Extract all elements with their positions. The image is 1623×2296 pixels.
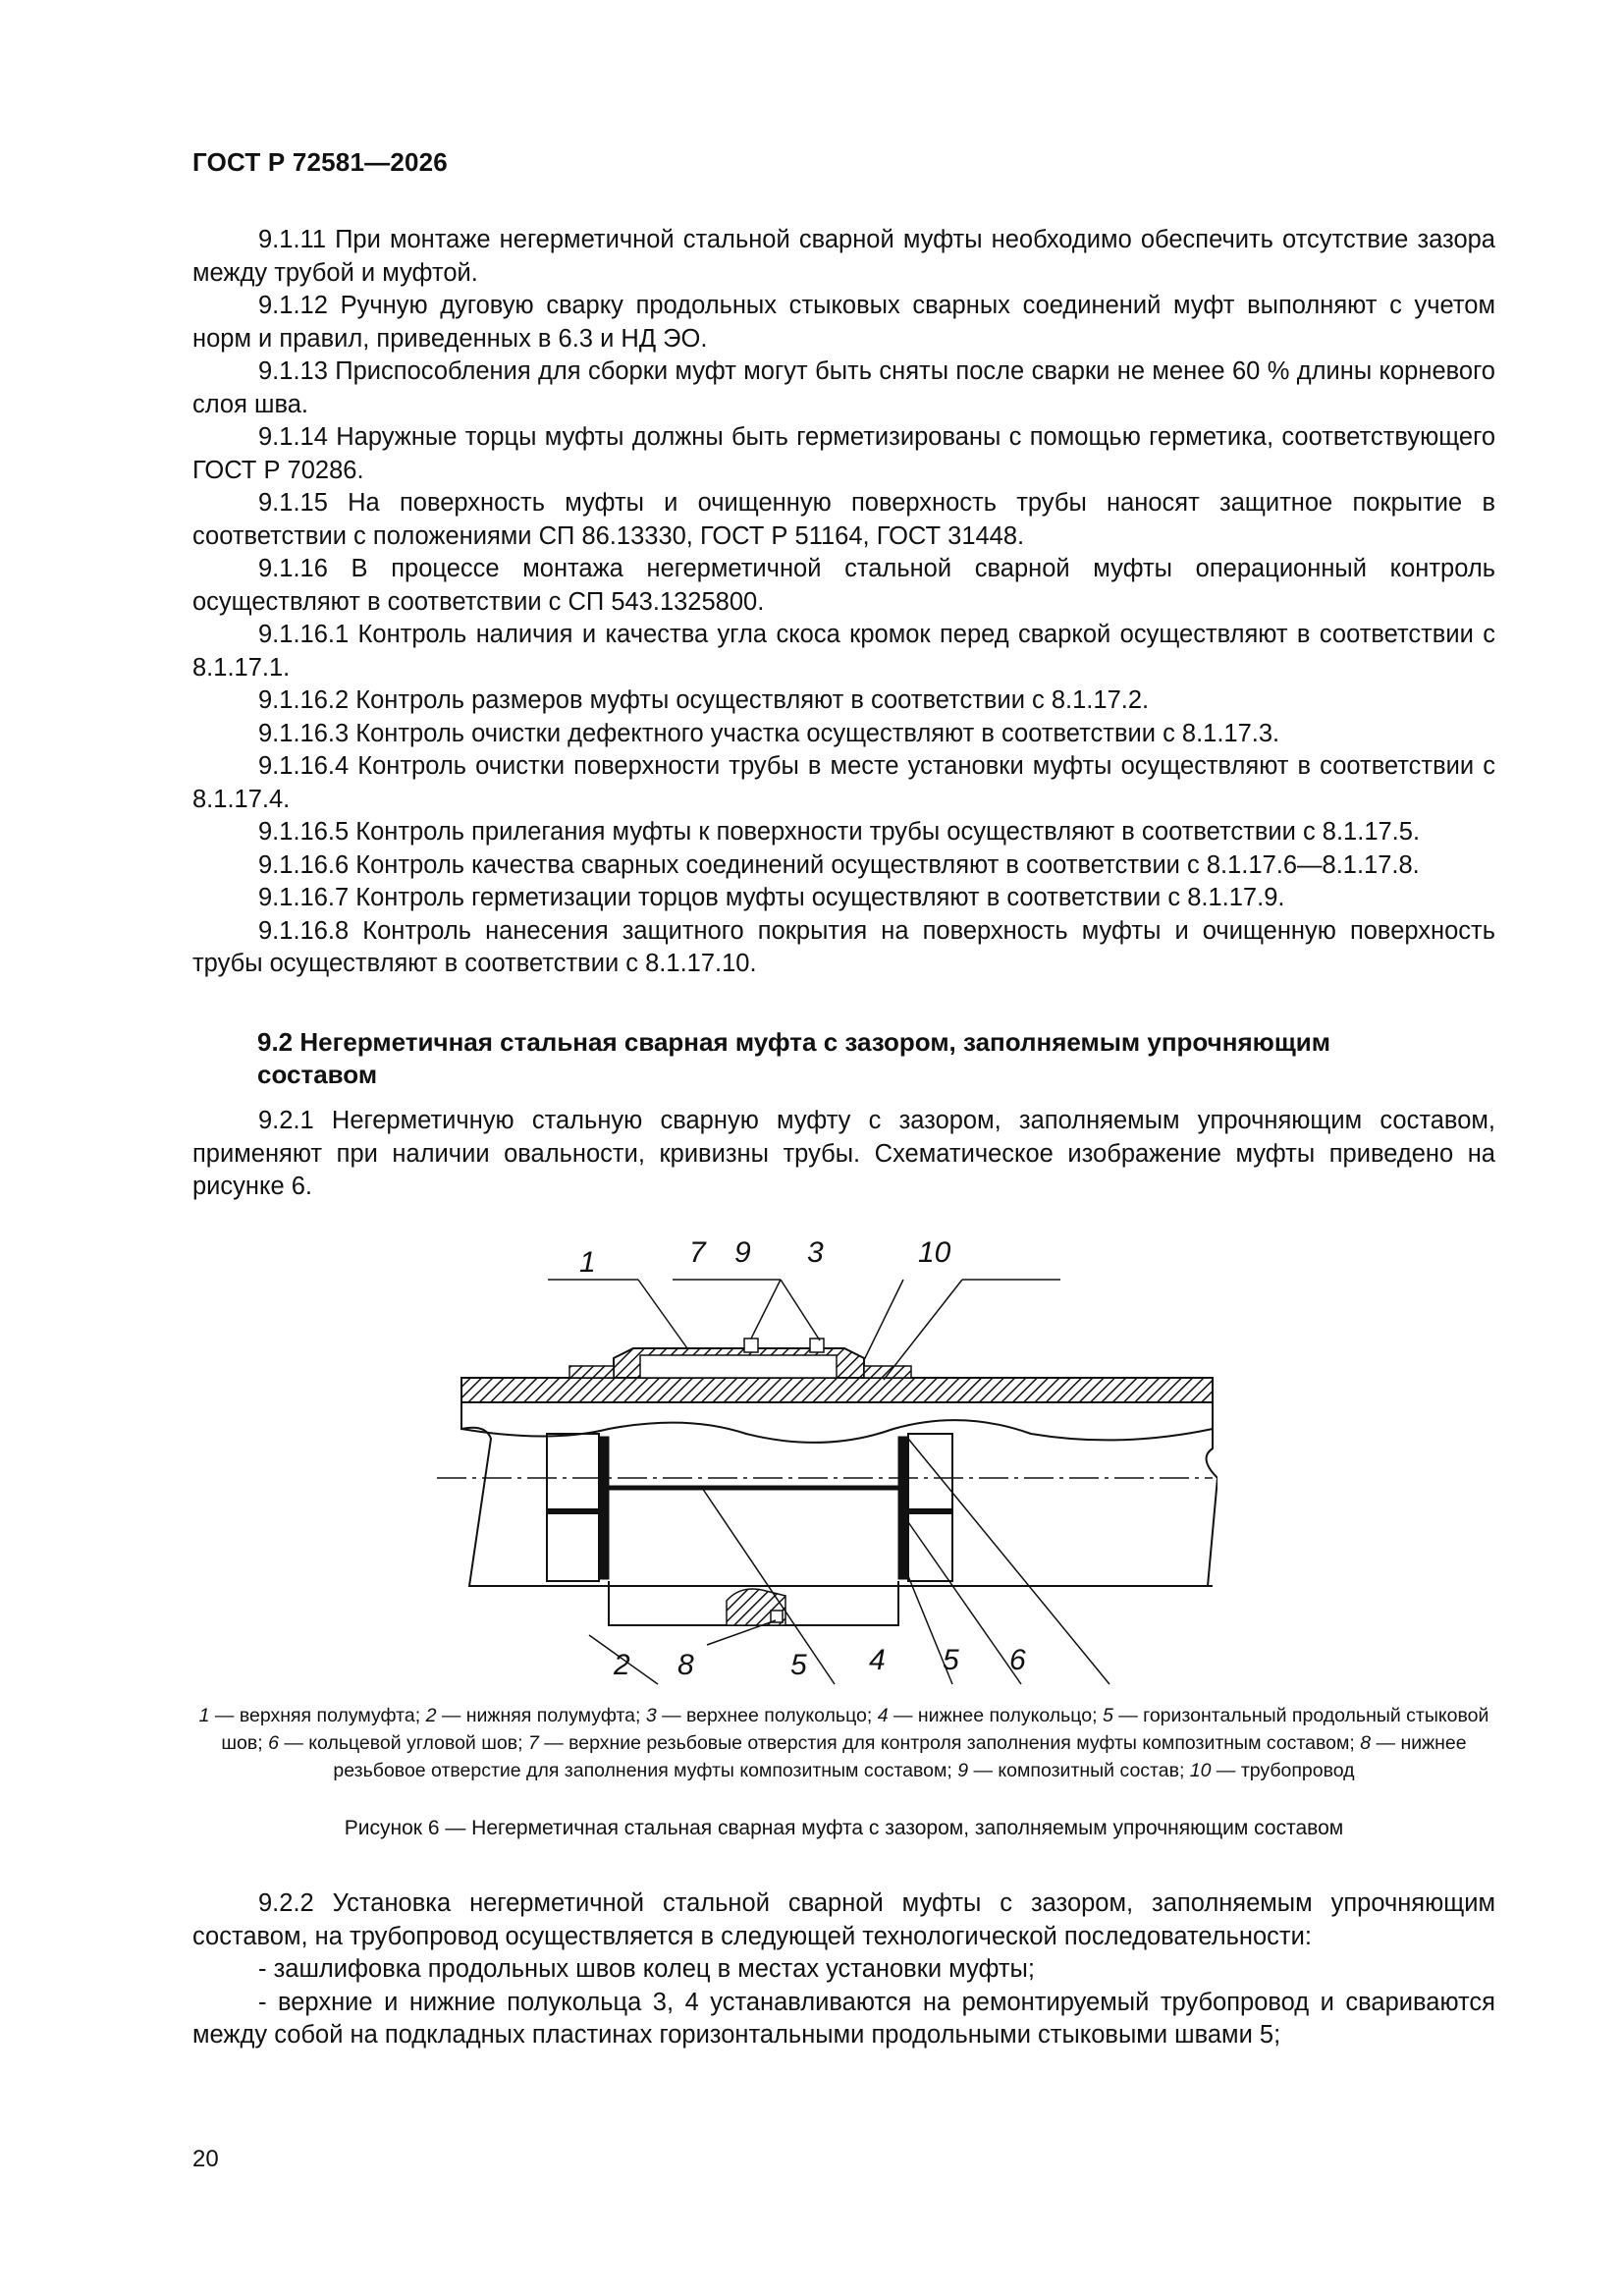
legend-num: 7 [527, 1732, 539, 1754]
paragraph: 9.2.1 Негерметичную стальную сварную муфту с зазором, заполняемым упрочняющим составом, применяют при наличии овальности, кривизны трубы. Схематическое изображение муфты приведено на рисунке 6. [192, 1107, 1495, 1200]
paragraph-922-block [192, 1887, 1495, 2052]
list-item: - верхние и нижние полукольца 3, 4 устанавливаются на ремонтируемый трубопровод и свариваются между собой на подкладных пластинах горизонтальными продольными стыковыми швами 5; [192, 1988, 1495, 2049]
legend-text: — нижнее резьбовое отверстие для заполнения муфты композитным составом; [333, 1732, 1467, 1781]
legend-num: 1 [198, 1705, 210, 1726]
legend-text: — нижняя полумуфта; [436, 1705, 646, 1726]
figure-6-diagram [432, 1193, 1217, 1694]
figure-legend [192, 1702, 1495, 1784]
legend-text: — верхние резьбовые отверстия для контроля заполнения муфты композитным составом; [538, 1732, 1361, 1754]
callout-9: 9 [734, 1236, 751, 1269]
paragraph-921-block [192, 1105, 1495, 1204]
pipe-wall [461, 1378, 1213, 1402]
paragraphs-top [192, 224, 1495, 981]
callout-5b: 5 [943, 1644, 959, 1676]
legend-num: 8 [1360, 1732, 1372, 1754]
legend-text: — нижнее полукольцо; [888, 1705, 1103, 1726]
legend-num: 5 [1102, 1705, 1113, 1726]
paragraph: 9.1.16.1 Контроль наличия и качества угла скоса кромок перед сваркой осуществляют в соответствии с 8.1.17.1. [192, 621, 1495, 682]
paragraph: 9.1.11 При монтаже негерметичной стальной сварной муфты необходимо обеспечить отсутствие зазора между трубой и муфтой. [192, 226, 1495, 287]
callout-6: 6 [1009, 1644, 1026, 1676]
legend-num: 3 [645, 1705, 657, 1726]
legend-text: — композитный состав; [968, 1760, 1190, 1781]
legend-text: — верхнее полукольцо; [656, 1705, 878, 1726]
callout-4: 4 [869, 1644, 886, 1676]
lower-sleeve [609, 1581, 898, 1625]
paragraph: 9.1.16.6 Контроль качества сварных соединений осуществляют в соответствии с 8.1.17.6—8.1.17.8. [258, 850, 1420, 879]
callout-8: 8 [677, 1649, 694, 1681]
legend-text: — верхняя полумуфта; [209, 1705, 426, 1726]
section-heading: 9.2 Негерметичная стальная сварная муфта с зазором, заполняемым упрочняющим составом [257, 1027, 1330, 1089]
figure-caption: Рисунок 6 — Негерметичная стальная сварная муфта с зазором, заполняемым упрочняющим составом [344, 1817, 1344, 1839]
paragraph: 9.1.16.2 Контроль размеров муфты осуществляют в соответствии с 8.1.17.2. [258, 686, 1150, 714]
legend-num: 10 [1189, 1760, 1212, 1781]
document-header: ГОСТ Р 72581—2026 [192, 147, 448, 177]
callout-1: 1 [579, 1246, 596, 1279]
paragraph: 9.2.2 Установка негерметичной стальной сварной муфты с зазором, заполняемым упрочняющим составом, на трубопровод осуществляется в следующей технологической последовательности: [192, 1889, 1495, 1950]
leader-lines [548, 1280, 1109, 1684]
list-item: - зашлифовка продольных швов колец в местах установки муфты; [258, 1955, 1035, 1983]
paragraph: 9.1.14 Наружные торцы муфты должны быть герметизированы с помощью герметика, соответствующего ГОСТ Р 70286. [192, 423, 1495, 484]
callout-2: 2 [614, 1649, 630, 1681]
legend-num: 9 [957, 1760, 969, 1781]
paragraph: 9.1.12 Ручную дуговую сварку продольных стыковых сварных соединений муфт выполняют с учетом норм и правил, приведенных в 6.3 и НД ЭО. [192, 292, 1495, 353]
page-number: 20 [192, 2146, 219, 2172]
paragraph: 9.1.16 В процессе монтажа негерметичной стальной сварной муфты операционный контроль осуществляют в соответствии с СП 543.1325800. [192, 555, 1495, 616]
legend-num: 6 [268, 1732, 279, 1754]
callout-10: 10 [918, 1236, 951, 1269]
legend-text: — горизонтальный продольный стыковой шов; [221, 1705, 1489, 1754]
upper-sleeve [569, 1339, 911, 1378]
paragraph: 9.1.16.8 Контроль нанесения защитного покрытия на поверхность муфты и очищенную поверхность трубы осуществляют в соответствии с 8.1.17.10. [192, 916, 1495, 977]
callout-5a: 5 [790, 1649, 807, 1681]
paragraph: 9.1.16.7 Контроль герметизации торцов муфты осуществляют в соответствии с 8.1.17.9. [258, 884, 1285, 911]
legend-text: — трубопровод [1211, 1760, 1355, 1781]
legend-num: 4 [877, 1705, 889, 1726]
pipe-body [461, 1402, 1217, 1586]
callout-3: 3 [807, 1236, 824, 1269]
paragraph: 9.1.16.3 Контроль очистки дефектного участка осуществляют в соответствии с 8.1.17.3. [258, 719, 1280, 747]
legend-num: 2 [425, 1705, 437, 1726]
callout-7: 7 [689, 1236, 706, 1269]
paragraph: 9.1.13 Приспособления для сборки муфт могут быть сняты после сварки не менее 60 % длины корневого слоя шва. [192, 357, 1495, 418]
legend-text: — кольцевой угловой шов; [278, 1732, 528, 1754]
paragraph: 9.1.16.5 Контроль прилегания муфты к поверхности трубы осуществляют в соответствии с 8.1.17.5. [258, 818, 1421, 846]
paragraph: 9.1.15 На поверхность муфты и очищенную поверхность трубы наносят защитное покрытие в соответствии с положениями СП 86.13330, ГОСТ Р 51164, ГОСТ 31448. [192, 489, 1495, 550]
paragraph: 9.1.16.4 Контроль очистки поверхности трубы в месте установки муфты осуществляют в соответствии с 8.1.17.4. [192, 752, 1495, 813]
